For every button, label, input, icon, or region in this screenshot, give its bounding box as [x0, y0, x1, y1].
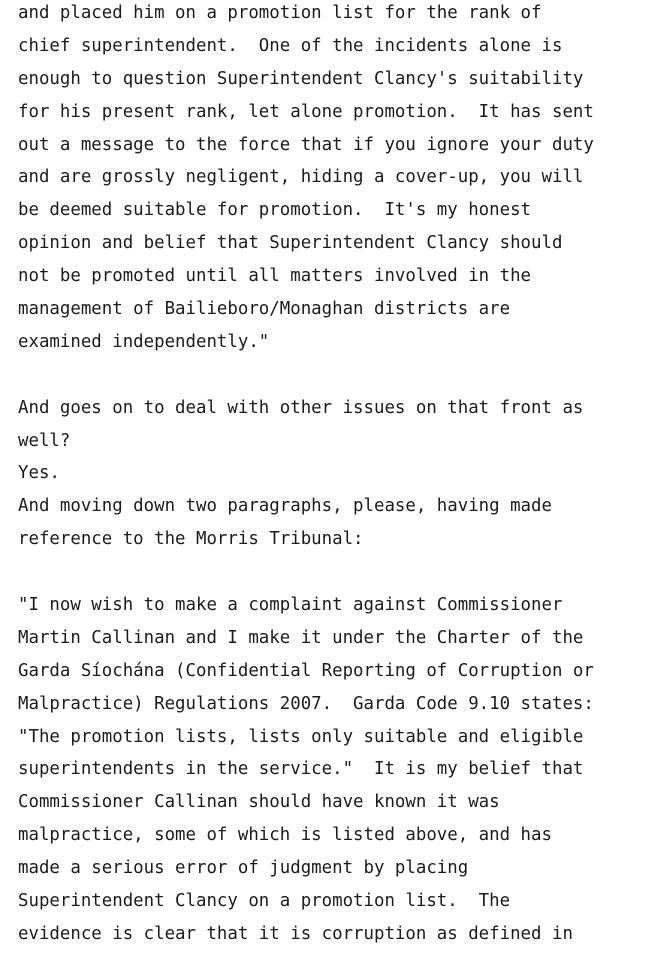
- text-line: And moving down two paragraphs, please, having made: [18, 496, 552, 517]
- text-line: enough to question Superintendent Clancy's suitability: [18, 68, 584, 89]
- text-line: "The promotion lists, lists only suitable and eligible: [18, 726, 584, 747]
- text-line: Malpractice) Regulations 2007. Garda Code 9.10 states:: [18, 693, 594, 714]
- text-line: be deemed suitable for promotion. It's my honest: [18, 200, 532, 221]
- paragraph-gap: [18, 556, 648, 589]
- paragraph-quote-end: [18, 0, 648, 359]
- transcript-text: [18, 0, 648, 951]
- paragraph-complaint-quote: [18, 589, 648, 951]
- text-line: for his present rank, let alone promotion. It has sent: [18, 101, 594, 122]
- text-line: opinion and belief that Superintendent Clancy should: [18, 233, 563, 254]
- text-line: Superintendent Clancy on a promotion list. The: [18, 891, 511, 912]
- text-line: Yes.: [18, 463, 60, 484]
- text-line: Martin Callinan and I make it under the Charter of the: [18, 627, 584, 648]
- text-line: and are grossly negligent, hiding a cover-up, you will: [18, 167, 584, 188]
- paragraph-question-answer: [18, 392, 648, 556]
- text-line: management of Bailieboro/Monaghan districts are: [18, 299, 511, 320]
- text-line: evidence is clear that it is corruption as defined in: [18, 923, 573, 944]
- text-line: reference to the Morris Tribunal:: [18, 529, 364, 550]
- text-line: not be promoted until all matters involved in the: [18, 266, 532, 287]
- text-line: superintendents in the service." It is my belief that: [18, 759, 584, 780]
- text-line: and placed him on a promotion list for the rank of: [18, 3, 542, 23]
- text-line: chief superintendent. One of the incidents alone is: [18, 35, 563, 56]
- paragraph-gap: [18, 359, 648, 392]
- text-line: Commissioner Callinan should have known it was: [18, 792, 500, 813]
- text-line: "I now wish to make a complaint against Commissioner: [18, 595, 563, 616]
- text-line: malpractice, some of which is listed above, and has: [18, 825, 552, 846]
- text-line: Garda Síochána (Confidential Reporting of Corruption or: [18, 660, 594, 681]
- text-line: And goes on to deal with other issues on that front as: [18, 397, 584, 418]
- text-line: out a message to the force that if you ignore your duty: [18, 134, 594, 155]
- text-line: made a serious error of judgment by placing: [18, 858, 469, 879]
- text-line: examined independently.": [18, 331, 270, 352]
- text-line: well?: [18, 430, 71, 451]
